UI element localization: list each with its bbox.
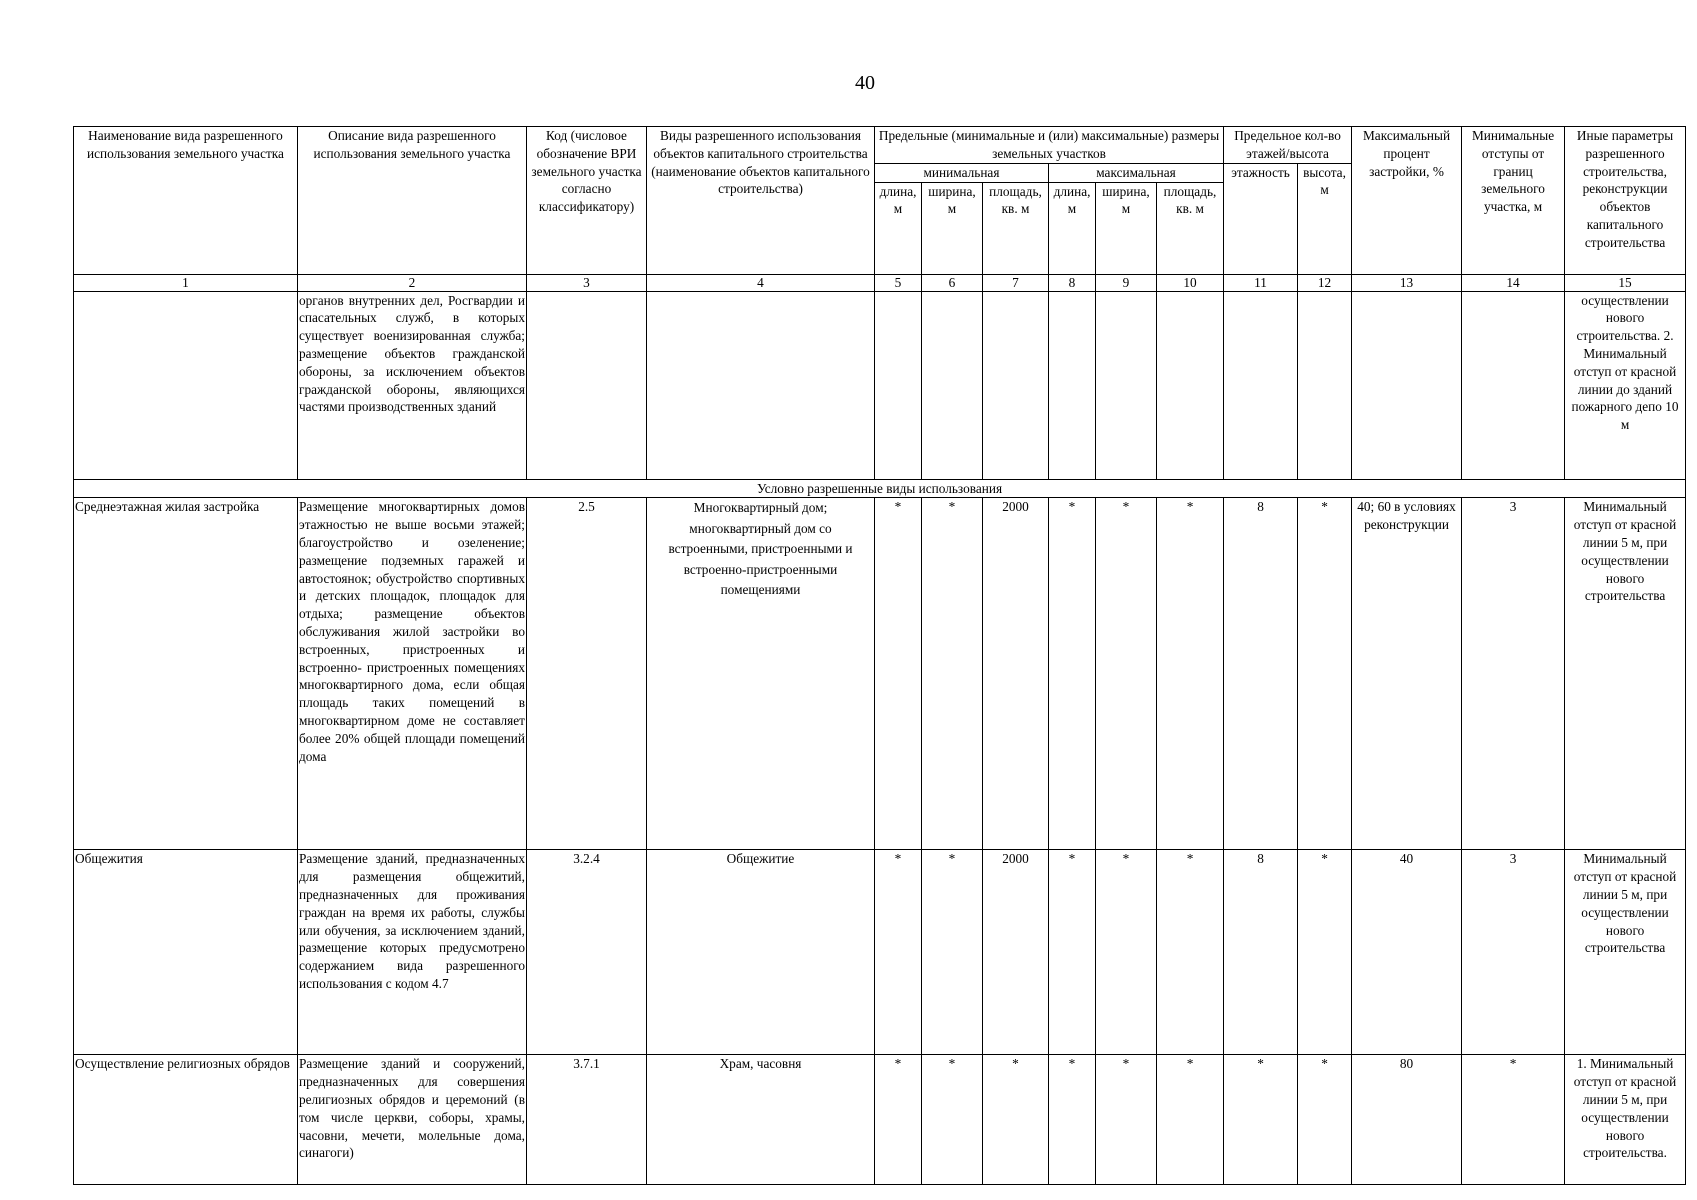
row-max-length: * [1049,1055,1096,1185]
column-number: 11 [1224,274,1298,291]
table-row [74,498,1686,850]
column-number: 15 [1565,274,1686,291]
header-col1: Наименование вида разрешенного использования земельного участка [74,127,298,275]
column-number: 5 [875,274,922,291]
row-min-width: * [922,1055,983,1185]
header-max-width: ширина, м [1096,182,1157,274]
section-title: Условно разрешенные виды использования [74,479,1686,498]
section-row [74,479,1686,498]
continuation-description: органов внутренних дел, Росгвардии и спасательных служб, в которых существует военизированная служба; размещение объектов гражданской обороны, за исключением объектов гражданской обороны, являющихся частями производственных зданий [298,291,527,479]
header-min-length: длина, м [875,182,922,274]
continuation-other-params: осуществлении нового строительства. 2. Минимальный отступ от красной линии до зданий пожарного депо 10 м [1565,291,1686,479]
column-number: 6 [922,274,983,291]
header-max-group: максимальная [1049,163,1224,182]
row-height: * [1298,1055,1352,1185]
column-number: 3 [527,274,647,291]
row-floors: * [1224,1055,1298,1185]
row-min-width: * [922,498,983,850]
row-code: 2.5 [527,498,647,850]
column-numbers-row [74,274,1686,291]
header-col15: Иные параметры разрешенного строительства, реконструкции объектов капитального строительства [1565,127,1686,275]
row-height: * [1298,498,1352,850]
row-min-width: * [922,850,983,1055]
row-setback: * [1462,1055,1565,1185]
row-code: 3.7.1 [527,1055,647,1185]
row-code: 3.2.4 [527,850,647,1055]
column-number: 7 [983,274,1049,291]
row-name: Осуществление религиозных обрядов [74,1055,298,1185]
row-other-params: 1. Минимальный отступ от красной линии 5 м, при осуществлении нового строительства. [1565,1055,1686,1185]
row-objects: Общежитие [647,850,875,1055]
header-col4: Виды разрешенного использования объектов капитального строительства (наименование объектов капитального строительства) [647,127,875,275]
header-min-width: ширина, м [922,182,983,274]
header-col2: Описание вида разрешенного использования земельного участка [298,127,527,275]
page-number: 40 [855,72,875,94]
row-max-area: * [1157,498,1224,850]
header-max-area: площадь, кв. м [1157,182,1224,274]
row-min-length: * [875,498,922,850]
header-max-length: длина, м [1049,182,1096,274]
header-col13: Максимальный процент застройки, % [1352,127,1462,275]
table-row [74,1055,1686,1185]
row-max-width: * [1096,850,1157,1055]
row-name: Общежития [74,850,298,1055]
continuation-row [74,291,1686,479]
header-col3: Код (числовое обозначение ВРИ земельного участка согласно классификатору) [527,127,647,275]
column-number: 13 [1352,274,1462,291]
row-other-params: Минимальный отступ от красной линии 5 м, при осуществлении нового строительства [1565,498,1686,850]
header-sizes-group: Предельные (минимальные и (или) максимальные) размеры земельных участков [875,127,1224,164]
row-min-area: * [983,1055,1049,1185]
column-number: 10 [1157,274,1224,291]
row-max-width: * [1096,1055,1157,1185]
header-min-group: минимальная [875,163,1049,182]
row-description: Размещение зданий, предназначенных для размещения общежитий, предназначенных для проживания граждан на время их работы, службы или обучения, за исключением зданий, размещение которых предусмотрено содержанием вида разрешенного использования с кодом 4.7 [298,850,527,1055]
regulations-table [73,126,1686,1185]
row-setback: 3 [1462,498,1565,850]
row-max-area: * [1157,850,1224,1055]
row-min-area: 2000 [983,498,1049,850]
column-number: 4 [647,274,875,291]
row-setback: 3 [1462,850,1565,1055]
row-coverage: 80 [1352,1055,1462,1185]
row-max-width: * [1096,498,1157,850]
row-height: * [1298,850,1352,1055]
row-objects: Многоквартирный дом; многоквартирный дом со встроенными, пристроенными и встроенно-пристроенными помещениями [647,498,875,850]
column-number: 14 [1462,274,1565,291]
row-description: Размещение зданий и сооружений, предназначенных для совершения религиозных обрядов и церемоний (в том числе церкви, соборы, храмы, часовни, мечети, молельные дома, синагоги) [298,1055,527,1185]
row-min-length: * [875,1055,922,1185]
column-number: 2 [298,274,527,291]
header-height: высота, м [1298,163,1352,274]
row-max-length: * [1049,850,1096,1055]
row-floors: 8 [1224,850,1298,1055]
row-max-area: * [1157,1055,1224,1185]
row-objects: Храм, часовня [647,1055,875,1185]
row-min-area: 2000 [983,850,1049,1055]
row-description: Размещение многоквартирных домов этажностью не выше восьми этажей; благоустройство и озеленение; размещение подземных гаражей и автостоянок; обустройство спортивных и детских площадок, площадок для отдыха; размещение объектов обслуживания жилой застройки во встроенных, пристроенных и встроенно- пристроенных помещениях многоквартирного дома, если общая площадь таких помещений в многоквартирном доме не составляет более 20% общей площади помещений дома [298,498,527,850]
column-number: 8 [1049,274,1096,291]
column-number: 1 [74,274,298,291]
column-number: 9 [1096,274,1157,291]
row-min-length: * [875,850,922,1055]
header-floors-group: Предельное кол-во этажей/высота [1224,127,1352,164]
row-floors: 8 [1224,498,1298,850]
table-row [74,850,1686,1055]
row-name: Среднеэтажная жилая застройка [74,498,298,850]
row-coverage: 40; 60 в условиях реконструкции [1352,498,1462,850]
row-coverage: 40 [1352,850,1462,1055]
column-number: 12 [1298,274,1352,291]
header-col14: Минимальные отступы от границ земельного участка, м [1462,127,1565,275]
row-max-length: * [1049,498,1096,850]
row-other-params: Минимальный отступ от красной линии 5 м, при осуществлении нового строительства [1565,850,1686,1055]
header-min-area: площадь, кв. м [983,182,1049,274]
header-floors: этажность [1224,163,1298,274]
